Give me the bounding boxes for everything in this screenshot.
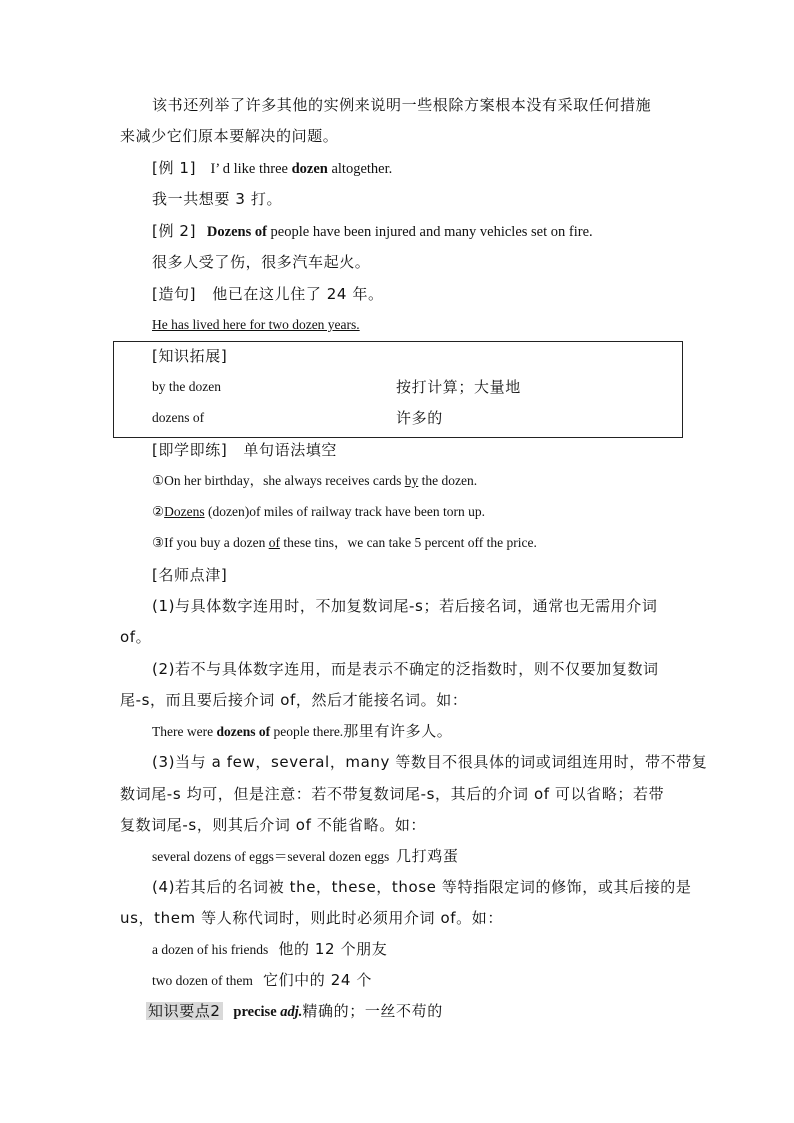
practice-q3-answer: of (268, 535, 280, 550)
example-1-post: altogether. (327, 161, 393, 177)
knowledge-row-2-en: dozens of (152, 410, 205, 425)
teacher-p2-example-cn: 那里有许多人。 (343, 722, 453, 740)
sentence-making-prompt: 他已在这儿住了 24 年。 (212, 285, 384, 303)
practice-q1-pre: ①On her birthday，she always receives cards (152, 473, 405, 488)
practice-tag: [即学即练] (152, 441, 228, 459)
knowledge-point-2-tag: 知识要点2 (148, 1002, 221, 1020)
example-2-bold: Dozens of (206, 224, 267, 240)
practice-q3-pre: ③If you buy a dozen (152, 535, 269, 550)
example-2 (152, 221, 593, 242)
example-2-translation: 很多人受了伤，很多汽车起火。 (152, 253, 371, 271)
example-1-bold: dozen (291, 161, 328, 177)
teacher-p2-line1: (2)若不与具体数字连用，而是表示不确定的泛指数时，则不仅要加复数词 (152, 660, 659, 678)
knowledge-row-1-cn: 按打计算；大量地 (396, 378, 521, 396)
teacher-p3-example (152, 846, 458, 867)
teacher-p4-example-1 (152, 939, 387, 960)
example-1 (152, 158, 392, 179)
practice-q2 (152, 502, 485, 522)
practice-q2-answer: Dozens (164, 504, 205, 519)
sentence-making-answer: He has lived here for two dozen years. (152, 317, 360, 332)
intro-line-2: 来减少它们原本要解决的问题。 (120, 127, 339, 145)
teacher-p3-line2: 数词尾-s 均可，但是注意：若不带复数词尾-s，其后的介词 of 可以省略；若带 (120, 785, 665, 803)
teacher-p4-example-2-cn: 它们中的 24 个 (262, 971, 373, 989)
sentence-making (152, 284, 384, 304)
sentence-making-tag: [造句] (152, 285, 197, 303)
teacher-p1-line1: (1)与具体数字连用时，不加复数词尾-s；若后接名词，通常也无需用介词 (152, 597, 658, 615)
teacher-p3-line1: (3)当与 a few，several，many 等数目不很具体的词或词组连用时，带不带复 (152, 753, 708, 771)
teacher-p4-example-1-cn: 他的 12 个朋友 (278, 940, 388, 958)
teacher-p2-example-pre: There were (152, 724, 217, 739)
example-2-tag: [例 2] (152, 222, 197, 240)
practice-q2-pre: ② (152, 504, 165, 519)
practice-q1-post: the dozen. (418, 473, 478, 488)
practice-q2-post: (dozen)of miles of railway track have been torn up. (204, 504, 485, 519)
teacher-p4-example-2-en: two dozen of them (152, 973, 253, 988)
example-1-tag: [例 1] (152, 159, 197, 177)
knowledge-row-2-cn: 许多的 (396, 409, 443, 427)
practice-title: 单句语法填空 (243, 441, 338, 459)
teacher-p2-line2: 尾-s，而且要后接介词 of，然后才能接名词。如： (120, 691, 468, 709)
intro-line-1: 该书还列举了许多其他的实例来说明一些根除方案根本没有采取任何措施 (152, 96, 652, 114)
teacher-p3-line3: 复数词尾-s，则其后介词 of 不能省略。如： (120, 816, 427, 834)
teacher-p2-example (152, 721, 452, 742)
practice-heading (152, 440, 337, 460)
teacher-p4-line1: (4)若其后的名词被 the，these，those 等特指限定词的修饰，或其后接的是 (152, 878, 692, 896)
practice-q1 (152, 471, 477, 491)
example-1-translation: 我一共想要 3 打。 (152, 190, 283, 208)
example-1-pre: I’ d like three (210, 161, 292, 177)
teacher-p4-example-2 (152, 970, 372, 991)
teacher-p2-example-post: people there. (270, 724, 344, 739)
teacher-p4-line2: us，them 等人称代词时，则此时必须用介词 of。如： (120, 909, 503, 927)
teacher-p4-example-1-en: a dozen of his friends (152, 942, 269, 957)
teacher-p3-example-en: several dozens of eggs＝several dozen eggs (152, 849, 390, 864)
knowledge-point-2-word: precise (233, 1004, 277, 1020)
teacher-p3-example-cn: 几打鸡蛋 (396, 847, 459, 865)
teacher-p2-example-bold: dozens of (216, 724, 271, 739)
practice-q3-post: these tins，we can take 5 percent off the price. (279, 535, 537, 550)
knowledge-point-2-pos: adj. (280, 1004, 303, 1020)
knowledge-box-title: [知识拓展] (152, 347, 228, 365)
knowledge-point-2 (146, 1001, 443, 1022)
knowledge-row-1-en: by the dozen (152, 379, 221, 394)
knowledge-point-2-meaning: 精确的；一丝不苟的 (302, 1002, 443, 1020)
teacher-p1-line2: of。 (120, 628, 152, 646)
teacher-tag: [名师点津] (152, 566, 228, 584)
example-2-post: people have been injured and many vehicles set on fire. (266, 224, 593, 240)
practice-q3 (152, 533, 537, 553)
practice-q1-answer: by (404, 473, 419, 488)
